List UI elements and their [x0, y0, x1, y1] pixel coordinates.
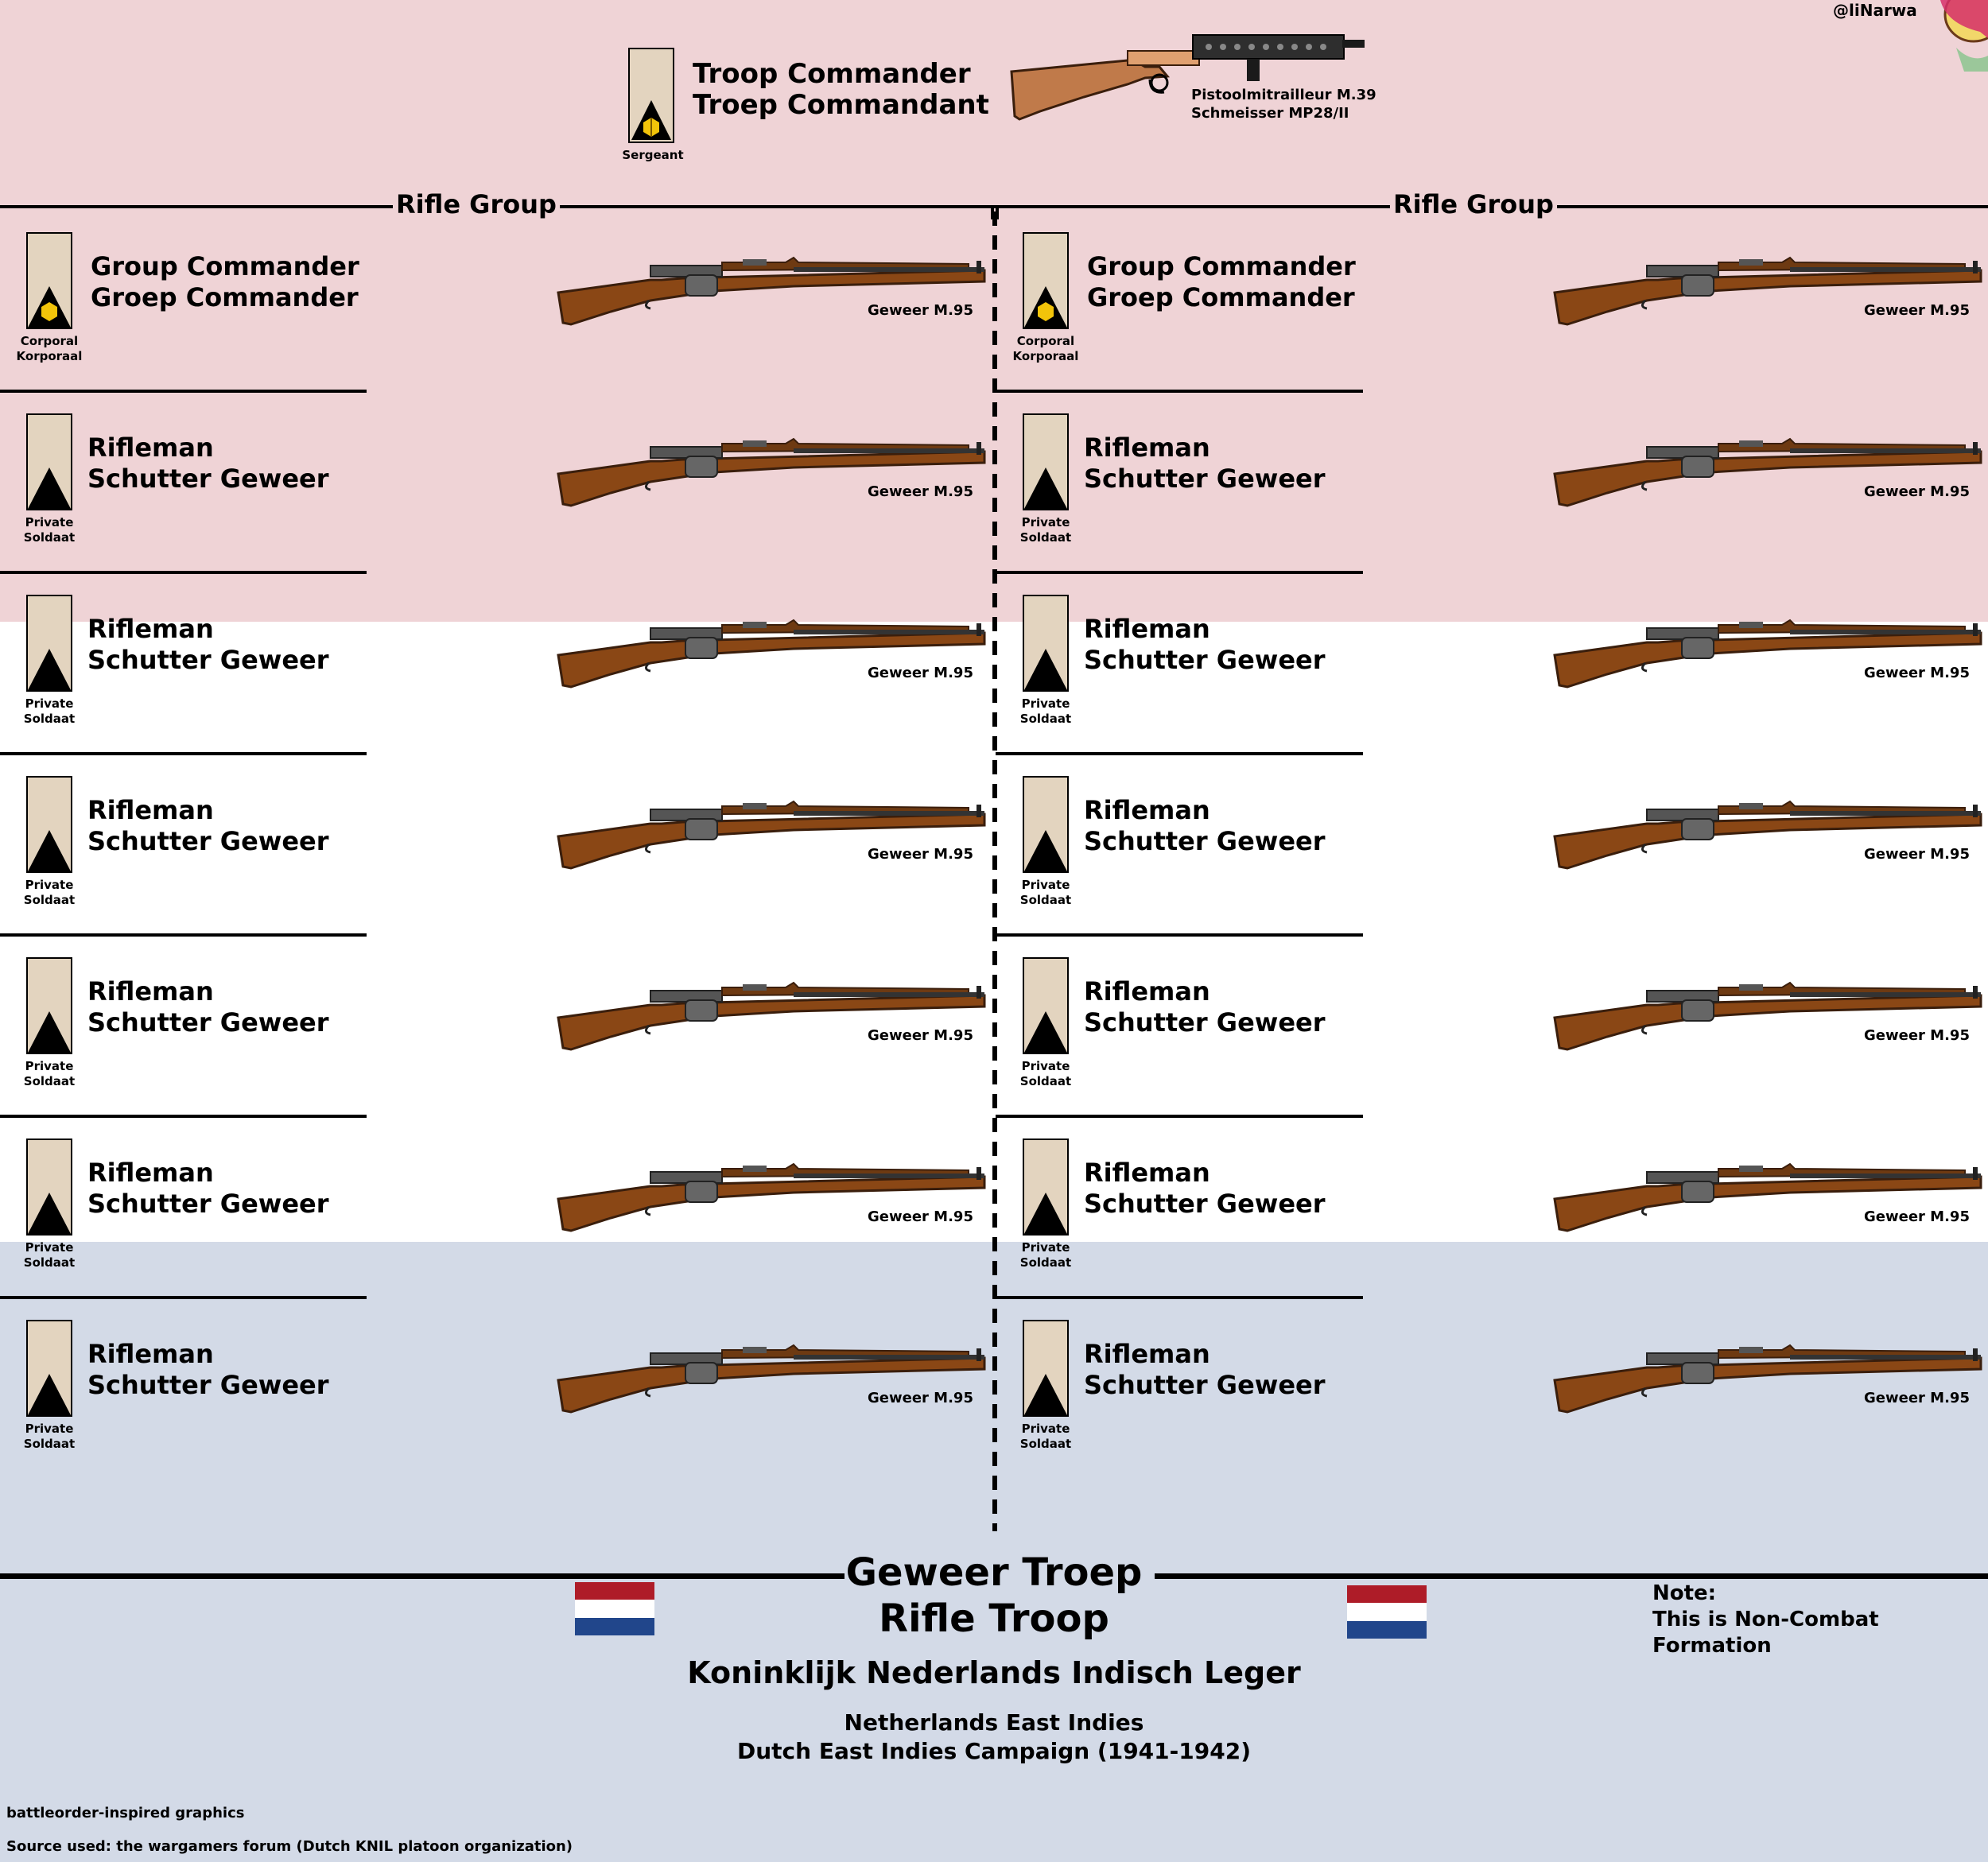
rifleman-title-en: Rifleman — [1084, 433, 1210, 463]
weapon-label: Geweer M.95 — [1864, 483, 1970, 500]
rank-label — [6, 1240, 93, 1270]
rank-en: Private — [25, 878, 74, 892]
weapon-label: Geweer M.95 — [1864, 302, 1970, 319]
private-insignia — [26, 1320, 72, 1417]
rifle-icon — [1551, 798, 1985, 875]
sergeant-insignia — [628, 48, 674, 143]
rank-label — [1002, 1059, 1089, 1089]
group-commander-title-nl: Groep Commander — [1087, 282, 1355, 312]
rifle-icon — [1551, 436, 1985, 512]
rank-label — [1002, 334, 1089, 364]
rank-en: Corporal — [20, 334, 79, 348]
rank-nl: Soldaat — [1019, 893, 1072, 907]
weapon-label: Geweer M.95 — [1864, 846, 1970, 863]
source-text: Source used: the wargamers forum (Dutch KNIL platoon organization) — [6, 1838, 573, 1855]
left-group-label: Rifle Group — [393, 189, 560, 219]
rifleman-title-en: Rifleman — [1084, 1158, 1210, 1188]
rifle-icon — [555, 1161, 988, 1237]
rank-label — [6, 878, 93, 908]
right-group-label: Rifle Group — [1390, 189, 1557, 219]
rank-en: Private — [25, 1240, 74, 1255]
row-separator — [0, 390, 367, 393]
weapon-label: Geweer M.95 — [868, 302, 973, 319]
rank-nl: Soldaat — [1019, 1255, 1072, 1270]
rank-nl: Soldaat — [23, 1074, 76, 1088]
footer-title-en: Rifle Troop — [879, 1596, 1109, 1641]
rank-label — [6, 696, 93, 727]
note-text: This is Non-Combat Formation — [1652, 1608, 1879, 1658]
rank-label — [6, 334, 93, 364]
weapon-label: Geweer M.95 — [868, 483, 973, 500]
weapon-label: Geweer M.95 — [868, 1027, 973, 1044]
private-insignia — [1023, 957, 1069, 1054]
row-separator — [0, 752, 367, 755]
weapon-label: Geweer M.95 — [1864, 1027, 1970, 1044]
rank-nl: Soldaat — [23, 1437, 76, 1451]
private-insignia — [1023, 1139, 1069, 1236]
troop-commander-title-en: Troop Commander — [693, 58, 971, 90]
corporal-insignia — [1023, 232, 1069, 329]
rank-en: Private — [25, 515, 74, 530]
rank-label — [1002, 515, 1089, 545]
rank-en: Corporal — [1016, 334, 1075, 348]
mascot-corner-icon — [1924, 0, 1988, 72]
weapon-label: Geweer M.95 — [868, 1208, 973, 1225]
weapon-label: Geweer M.95 — [1864, 1208, 1970, 1225]
rifle-icon — [1551, 979, 1985, 1056]
rank-label — [6, 1059, 93, 1089]
rifle-icon — [555, 436, 988, 512]
rifleman-title-en: Rifleman — [87, 433, 214, 463]
rank-label — [6, 1422, 93, 1452]
weapon-label: Geweer M.95 — [868, 1390, 973, 1406]
rank-en: Private — [1021, 515, 1070, 530]
rank-label: Sergeant — [622, 148, 684, 162]
row-separator — [0, 933, 367, 937]
rank-en: Private — [1021, 1422, 1070, 1436]
note-label: Note: — [1652, 1581, 1717, 1605]
rank-nl: Soldaat — [1019, 1437, 1072, 1451]
rifleman-title-nl: Schutter Geweer — [1084, 826, 1326, 856]
rank-nl: Korporaal — [1012, 349, 1079, 363]
rank-nl: Soldaat — [23, 893, 76, 907]
private-insignia — [1023, 1320, 1069, 1417]
row-separator — [996, 1296, 1363, 1299]
rifle-icon — [555, 798, 988, 875]
rifleman-title-nl: Schutter Geweer — [87, 1189, 329, 1219]
note-block — [1652, 1581, 1988, 1659]
rifle-icon — [1551, 254, 1985, 331]
rifleman-title-nl: Schutter Geweer — [1084, 1370, 1326, 1400]
rifleman-title-nl: Schutter Geweer — [87, 1007, 329, 1038]
rifleman-title-en: Rifleman — [1084, 1339, 1210, 1369]
rank-label — [1002, 878, 1089, 908]
rifleman-title-en: Rifleman — [87, 795, 214, 825]
netherlands-flag-right — [1347, 1585, 1427, 1639]
corporal-insignia — [26, 232, 72, 329]
rank-label — [1002, 696, 1089, 727]
rifleman-title-en: Rifleman — [87, 614, 214, 644]
group-commander-title-en: Group Commander — [1087, 251, 1356, 281]
rifleman-title-en: Rifleman — [87, 1339, 214, 1369]
row-separator — [0, 1115, 367, 1118]
troop-commander-title-nl: Troep Commandant — [693, 89, 989, 121]
rifleman-title-nl: Schutter Geweer — [87, 1370, 329, 1400]
rank-nl: Soldaat — [1019, 1074, 1072, 1088]
smg-label-line2: Schmeisser MP28/II — [1191, 105, 1349, 122]
rank-nl: Soldaat — [23, 712, 76, 726]
rank-en: Private — [1021, 1059, 1070, 1073]
private-insignia — [1023, 776, 1069, 873]
rank-nl: Soldaat — [23, 1255, 76, 1270]
rank-en: Private — [25, 696, 74, 711]
private-insignia — [26, 957, 72, 1054]
footer-campaign: Dutch East Indies Campaign (1941-1942) — [736, 1738, 1251, 1764]
rifle-icon — [555, 979, 988, 1056]
row-separator — [996, 390, 1363, 393]
author-handle: @liNarwa — [1833, 1, 1917, 20]
row-separator — [996, 752, 1363, 755]
footer-army: Koninklijk Nederlands Indisch Leger — [687, 1655, 1301, 1690]
group-commander-title-nl: Groep Commander — [91, 282, 359, 312]
rifleman-title-en: Rifleman — [1084, 795, 1210, 825]
rifleman-title-en: Rifleman — [1084, 976, 1210, 1007]
group-divider-dashed — [992, 211, 997, 1531]
row-separator — [0, 1296, 367, 1299]
private-insignia — [26, 776, 72, 873]
rank-nl: Soldaat — [23, 530, 76, 545]
row-separator — [996, 1115, 1363, 1118]
rank-en: Private — [25, 1422, 74, 1436]
weapon-label: Geweer M.95 — [868, 665, 973, 681]
credit-text: battleorder-inspired graphics — [6, 1805, 245, 1821]
row-separator — [996, 571, 1363, 574]
rifle-icon — [555, 617, 988, 693]
private-insignia — [1023, 413, 1069, 510]
row-separator — [996, 933, 1363, 937]
rifle-icon — [555, 1342, 988, 1418]
footer-region: Netherlands East Indies — [844, 1709, 1144, 1736]
rifleman-title-nl: Schutter Geweer — [1084, 1007, 1326, 1038]
rifleman-title-en: Rifleman — [87, 1158, 214, 1188]
rifleman-title-en: Rifleman — [87, 976, 214, 1007]
weapon-label: Geweer M.95 — [1864, 665, 1970, 681]
rifleman-title-nl: Schutter Geweer — [87, 826, 329, 856]
rifleman-title-nl: Schutter Geweer — [87, 464, 329, 494]
rank-en: Private — [1021, 1240, 1070, 1255]
weapon-label: Geweer M.95 — [1864, 1390, 1970, 1406]
private-insignia — [26, 413, 72, 510]
rifleman-title-en: Rifleman — [1084, 614, 1210, 644]
row-separator — [0, 571, 367, 574]
private-insignia — [1023, 595, 1069, 692]
group-commander-title-en: Group Commander — [91, 251, 359, 281]
rank-en: Private — [1021, 696, 1070, 711]
rifle-icon — [1551, 1161, 1985, 1237]
private-insignia — [26, 595, 72, 692]
smg-label-line1: Pistoolmitrailleur M.39 — [1191, 87, 1376, 103]
rank-nl: Soldaat — [1019, 712, 1072, 726]
rifleman-title-nl: Schutter Geweer — [1084, 645, 1326, 675]
rank-en: Private — [25, 1059, 74, 1073]
rifleman-title-nl: Schutter Geweer — [1084, 1189, 1326, 1219]
weapon-label: Geweer M.95 — [868, 846, 973, 863]
rank-label — [6, 515, 93, 545]
private-insignia — [26, 1139, 72, 1236]
rank-label — [1002, 1422, 1089, 1452]
rifleman-title-nl: Schutter Geweer — [87, 645, 329, 675]
footer-title-nl: Geweer Troep — [845, 1550, 1143, 1595]
netherlands-flag-left — [575, 1582, 654, 1635]
rifle-icon — [1551, 1342, 1985, 1418]
rifle-icon — [555, 254, 988, 331]
rank-nl: Korporaal — [16, 349, 83, 363]
rank-en: Private — [1021, 878, 1070, 892]
rank-label — [1002, 1240, 1089, 1270]
rank-nl: Soldaat — [1019, 530, 1072, 545]
rifleman-title-nl: Schutter Geweer — [1084, 464, 1326, 494]
rifle-icon — [1551, 617, 1985, 693]
